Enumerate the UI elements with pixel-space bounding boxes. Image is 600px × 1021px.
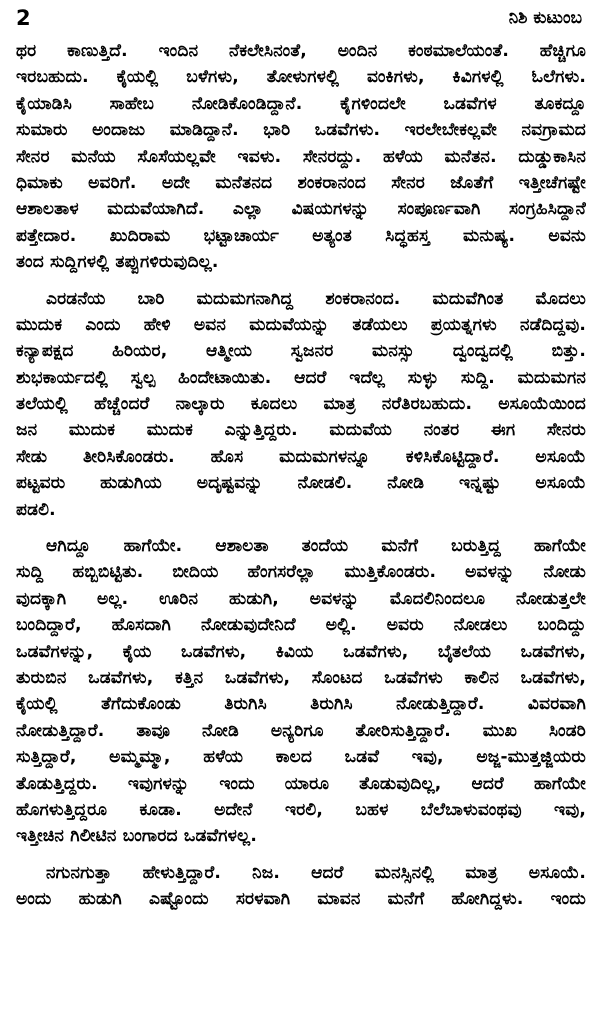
page-header: [16, 0, 586, 38]
text-line: ಕೈಯಾಡಿಸಿ ಸಾಹೇಬ ನೋಡಿಕೊಂಡಿದ್ದಾನೆ. ಕೈಗಳಿಂದಲೇ ಒಡವೆಗಳ ತೂಕದ್ದೂ: [16, 93, 586, 114]
text-line: ನಗುನಗುತ್ತಾ ಹೇಳುತ್ತಿದ್ದಾರೆ. ನಿಜ. ಆದರೆ ಮನಸ್ಸಿನಲ್ಲಿ ಮಾತ್ರ ಅಸೂಯೆ.: [46, 862, 586, 883]
text-line: ಮುದುಕ ಎಂದು ಹೇಳಿ ಅವನ ಮದುವೆಯನ್ನು ತಡೆಯಲು ಪ್ರಯತ್ನಗಳು ನಡೆದಿದ್ದವು.: [16, 314, 586, 335]
text-line: ಸುದ್ದಿ ಹಬ್ಬಿಬಿಟ್ಟಿತು. ಬೀದಿಯ ಹೆಂಗಸರೆಲ್ಲಾ ಮುತ್ತಿಕೊಂಡರು. ಅವಳನ್ನು ನೋಡು: [16, 562, 586, 583]
paragraph: [16, 286, 586, 524]
text-line: ಕನ್ಯಾಪಕ್ಷದ ಹಿರಿಯರ, ಆತ್ಮೀಯ ಸ್ವಜನರ ಮನಸ್ಸು ದ್ವಂದ್ವದಲ್ಲಿ ಬಿತ್ತು.: [16, 341, 586, 362]
text-line: ಪಟ್ಟವರು ಹುಡುಗಿಯ ಅದೃಷ್ಟವನ್ನು ನೋಡಲಿ. ನೋಡಿ ಇನ್ನಷ್ಟು ಅಸೂಯೆ: [16, 473, 586, 494]
text-line: ಇರಬಹುದು. ಕೈಯಲ್ಲಿ ಬಳೆಗಳು, ತೋಳುಗಳಲ್ಲಿ ವಂಕಿಗಳು, ಕಿವಿಗಳಲ್ಲಿ ಓಲೆಗಳು.: [16, 67, 586, 88]
body-text: [16, 38, 586, 913]
page-number: 2: [16, 6, 31, 30]
text-line: ಎರಡನೆಯ ಬಾರಿ ಮದುಮಗನಾಗಿದ್ದ ಶಂಕರಾನಂದ. ಮದುವೆಗಿಂತ ಮೊದಲು: [46, 288, 586, 309]
text-line: ಧಿಮಾಕು ಅವರಿಗೆ. ಅದೇ ಮನೆತನದ ಶಂಕರಾನಂದ ಸೇನರ ಜೊತೆಗೆ ಇತ್ತೀಚೆಗಷ್ಟೇ: [16, 172, 586, 193]
paragraph-gap: [16, 276, 586, 286]
paragraph: [16, 38, 586, 276]
text-line: ಪತ್ತೇದಾರ. ಖುದಿರಾಮ ಭಟ್ಟಾಚಾರ್ಯ ಅತ್ಯಂತ ಸಿದ್ಧಹಸ್ತ ಮನುಷ್ಯ. ಅವನು: [16, 225, 586, 246]
text-line: ಸೇನರ ಮನೆಯ ಸೊಸೆಯಲ್ಲವೇ ಇವಳು. ಸೇನರದ್ದು. ಹಳೆಯ ಮನೆತನ. ದುಡ್ಡುಕಾಸಿನ: [16, 146, 586, 167]
text-line: ಹೊಗಳುತ್ತಿದ್ದರೂ ಕೂಡಾ. ಅದೇನೆ ಇರಲಿ, ಬಹಳ ಬೆಲೆಬಾಳುವಂಥವು ಇವು,: [16, 799, 586, 820]
text-line: ತೊಡುತ್ತಿದ್ದರು. ಇವುಗಳನ್ನು ಇಂದು ಯಾರೂ ತೊಡುವುದಿಲ್ಲ, ಆದರೆ ಹಾಗೆಯೇ: [16, 773, 586, 794]
text-line: ಒಡವೆಗಳನ್ನು, ಕೈಯ ಒಡವೆಗಳು, ಕಿವಿಯ ಒಡವೆಗಳು, ಬೈತಲೆಯ ಒಡವೆಗಳು,: [16, 641, 586, 662]
paragraph-gap: [16, 523, 586, 533]
text-line: ಅಂದು ಹುಡುಗಿ ಎಷ್ಟೊಂದು ಸರಳವಾಗಿ ಮಾವನ ಮನೆಗೆ ಹೋಗಿದ್ದಳು. ಇಂದು: [16, 889, 586, 910]
text-line: ಸುತ್ತಿದ್ದಾರೆ, ಅಮ್ಮಮ್ಮಾ, ಹಳೆಯ ಕಾಲದ ಒಡವೆ ಇವು, ಅಜ್ಜ-ಮುತ್ತಜ್ಜಿಯರು: [16, 747, 586, 768]
text-line: ಬಂದಿದ್ದಾರೆ, ಹೊಸದಾಗಿ ನೋಡುವುದೇನಿದೆ ಅಲ್ಲಿ. ಅವರು ನೋಡಲು ಬಂದಿದ್ದು: [16, 615, 586, 636]
text-line: ತಲೆಯಲ್ಲಿ ಹೆಚ್ಚೆಂದರೆ ನಾಲ್ಕಾರು ಕೂದಲು ಮಾತ್ರ ನರೆತಿರಬಹುದು. ಅಸೂಯೆಯಿಂದ: [16, 394, 586, 415]
text-line: ಆಶಾಲತಾಳ ಮದುವೆಯಾಗಿದೆ. ಎಲ್ಲಾ ವಿಷಯಗಳನ್ನು ಸಂಪೂರ್ಣವಾಗಿ ಸಂಗ್ರಹಿಸಿದ್ದಾನೆ: [16, 199, 586, 220]
text-line: ಜನ ಮುದುಕ ಮುದುಕ ಎನ್ನುತ್ತಿದ್ದರು. ಮದುವೆಯ ನಂತರ ಈಗ ಸೇನರು: [16, 420, 586, 441]
text-line: ವುದಕ್ಕಾಗಿ ಅಲ್ಲ. ಊರಿನ ಹುಡುಗಿ, ಅವಳನ್ನು ಮೊದಲಿನಿಂದಲೂ ನೋಡುತ್ತಲೇ: [16, 588, 586, 609]
text-line: ಸುಮಾರು ಅಂದಾಜು ಮಾಡಿದ್ದಾನೆ. ಭಾರಿ ಒಡವೆಗಳು. ಇರಲೇಬೇಕಲ್ಲವೇ ನವಗ್ರಾಮದ: [16, 120, 586, 141]
text-line: ಥರ ಕಾಣುತ್ತಿದೆ. ಇಂದಿನ ನೆಕಲೇಸಿನಂತೆ, ಅಂದಿನ ಕಂಠಮಾಲೆಯಂತೆ. ಹೆಚ್ಚಿಗೂ: [16, 41, 586, 61]
text-line: ಶುಭಕಾರ್ಯದಲ್ಲಿ ಸ್ವಲ್ಪ ಹಿಂದೇಟಾಯಿತು. ಆದರೆ ಇದೆಲ್ಲ ಸುಳ್ಳು ಸುದ್ದಿ. ಮದುಮಗನ: [16, 367, 586, 388]
paragraph: [16, 533, 586, 850]
paragraph: [16, 860, 586, 913]
text-line: ತುರುಬಿನ ಒಡವೆಗಳು, ಕತ್ತಿನ ಒಡವೆಗಳು, ಸೊಂಟದ ಒಡವೆಗಳು ಕಾಲಿನ ಒಡವೆಗಳು,: [16, 667, 586, 688]
text-line: ಕೈಯಲ್ಲಿ ತೆಗೆದುಕೊಂಡು ತಿರುಗಿಸಿ ತಿರುಗಿಸಿ ನೋಡುತ್ತಿದ್ದಾರೆ. ವಿವರವಾಗಿ: [16, 694, 586, 715]
text-line: ಪಡಲಿ.: [16, 499, 56, 520]
text-line: ಸೇಡು ತೀರಿಸಿಕೊಂಡರು. ಹೊಸ ಮದುಮಗಳನ್ನೂ ಕಳಿಸಿಕೊಟ್ಟಿದ್ದಾರೆ. ಅಸೂಯೆ: [16, 446, 586, 467]
text-line: ಇತ್ತೀಚಿನ ಗಿಲೀಟಿನ ಬಂಗಾರದ ಒಡವೆಗಳಲ್ಲ.: [16, 826, 257, 847]
text-line: ತಂದ ಸುದ್ದಿಗಳಲ್ಲಿ ತಪ್ಪುಗಳಿರುವುದಿಲ್ಲ.: [16, 252, 219, 273]
text-line: ಆಗಿದ್ದೂ ಹಾಗೆಯೇ. ಆಶಾಲತಾ ತಂದೆಯ ಮನೆಗೆ ಬರುತ್ತಿದ್ದ ಹಾಗೆಯೇ: [46, 536, 586, 557]
running-head: ನಿಶಿ ಕುಟುಂಬ: [508, 8, 582, 28]
paragraph-gap: [16, 850, 586, 860]
text-line: ನೋಡುತ್ತಿದ್ದಾರೆ. ತಾವೂ ನೋಡಿ ಅನ್ಯರಿಗೂ ತೋರಿಸುತ್ತಿದ್ದಾರೆ. ಮುಖ ಸಿಂಡರಿ: [16, 720, 586, 741]
